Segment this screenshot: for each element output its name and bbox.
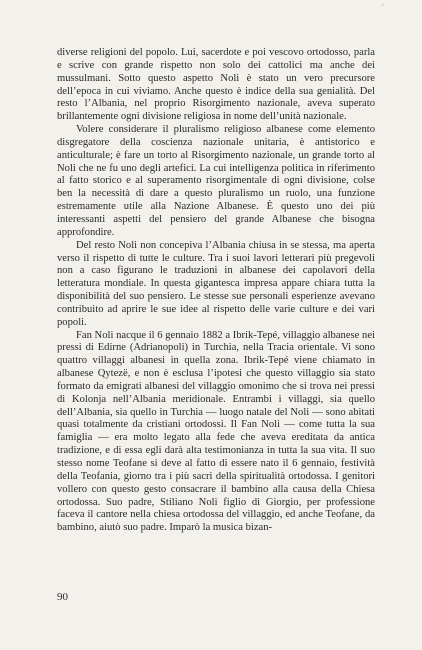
paragraph-2: Volere considerare il pluralismo religioso albanese come elemento disgregatore della coscienza nazionale unitaria, è antistorico e anticulturale; è fare un torto al Risorgimento nazionale, un grande torto al Noli che ne fu uno degli artefici. La cui intelligenza politica in riferimento al fatto storico e al superamento risorgimentale di ogni divisione, colse ben la necessità di dare a questo pluralismo un ruolo, una funzione estremamente utile alla Nazione Albanese. È questo uno dei più interessanti aspetti del pensiero del grande Albanese che bisogna approfondire. [57,124,375,238]
paragraph-4: Fan Noli nacque il 6 gennaio 1882 a Ibrik-Tepé, villaggio albanese nei pressi di Edirne (Adrianopoli) in Turchia, nella Tracia orientale. Vi sono quattro villaggi albanesi in quella zona. Ibrik-Tepé viene chiamato in albanese Qytezë, e non è esclusa l’ipotesi che questo villaggio sia stato formato da emigrati albanesi del villaggio omonimo che si trova nei pressi di Kolonja nell’Albania meridionale. Entrambi i villaggi, sia quello dell’Albania, sia quello in Turchia — luogo natale del Noli — sono abitati quasi totalmente da cristiani ortodossi. Il Fan Noli — come tutta la sua famiglia — era molto legato alla fede che aveva ereditata da antica tradizione, e di essa egli darà alta testimonianza in tutta la sua vita. Il suo stesso nome Teofane si deve al fatto di essere nato il 6 gennaio, festività della Teofania, giorno tra i più sacri della spiritualità ortodossa. I genitori vollero con questo gesto consacrare il bambino alla causa della Chiesa ortodossa. Suo padre, Stiliano Noli figlio di Giorgio, per professione faceva il cantore nella chiesa ortodossa del villaggio, ed anche Teofane, da bambino, aiutò suo padre. Imparò la musica bizan- [57,329,375,534]
corner-mark: ʻ [381,2,384,11]
paragraph-3: Del resto Noli non concepiva l’Albania chiusa in se stessa, ma aperta verso il rispetto di tutte le culture. Tra i suoi lavori letterari più pregevoli non a caso figurano le traduzioni in albanese dei capolavori della letteratura mondiale. In questa gigantesca impresa appare chiara tutta la disponibilità del suo pensiero. Le stesse sue personali esperienze avevano contribuito ad aprire le sue idee al rispetto delle varie culture e dei vari popoli. [57,239,375,328]
paragraph-1: diverse religioni del popolo. Lui, sacerdote e poi vescovo ortodosso, parla e scrive con grande rispetto non solo dei cattolici ma anche dei mussulmani. Sotto questo aspetto Noli è stato un vero precursore dell’epoca in cui viviamo. Anche questo è indice della sua genialità. Del resto l’Albania, nel proprio Risorgimento nazionale, aveva superato brillantemente ogni divisione religiosa in nome dell’unità nazionale. [57,47,375,123]
body-text [57,47,375,535]
page-number: 90 [57,591,68,603]
